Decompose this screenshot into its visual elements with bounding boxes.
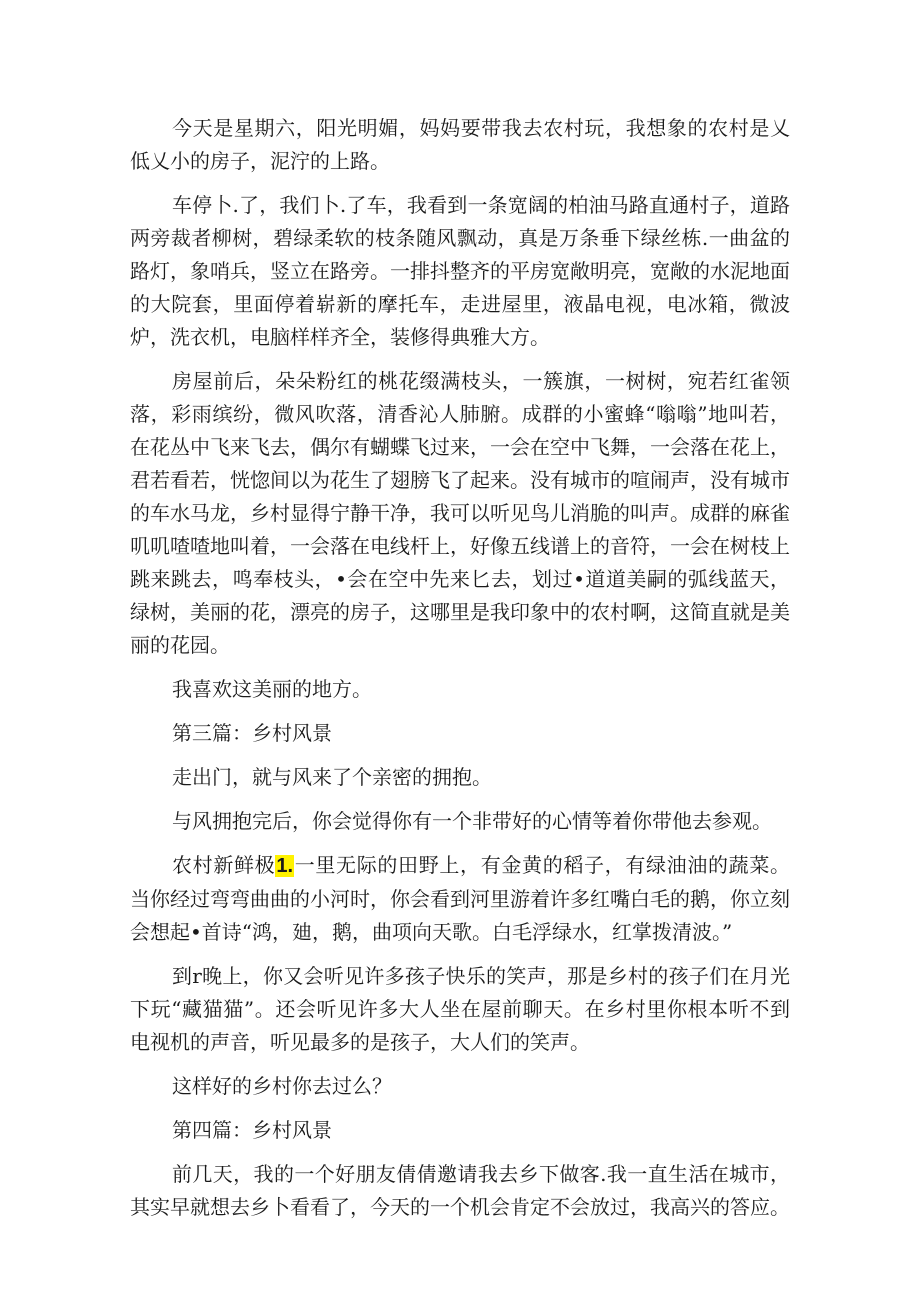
paragraph-7-rest: 一里无际的田野上，有金黄的稻子，有绿油油的蔬菜。当你经过弯弯曲曲的小河时，你会看到河里游着许多红嘴白毛的鹅，你立刻会想起•首诗“鸿，廸，鹅，曲项向天歌。白毛浮绿水，红掌拨清波。”	[130, 853, 791, 944]
paragraph-7	[130, 849, 790, 949]
document-body	[130, 112, 790, 1235]
paragraph-8: 到r晚上，你又会听见许多孩子快乐的笑声，那是乡村的孩子们在月光下玩“藏猫猫”。还会听见许多大人坐在屋前聊天。在乡村里你根本听不到电视机的声音，听见最多的是孩子，大人们的笑声。	[130, 964, 790, 1054]
paragraph-9: 这样好的乡村你去过么？	[172, 1074, 392, 1098]
paragraph-6: 与风拥抱完后，你会觉得你有一个非带好的心情等着你带他去参观。	[172, 809, 772, 833]
section-heading-3: 第三篇：乡村风景	[172, 721, 332, 745]
paragraph-1: 今天是星期六，阳光明媚，妈妈要带我去农村玩，我想象的农村是乂低乂小的房子，泥泞的上路。	[130, 116, 790, 173]
paragraph-3: 房屋前后，朵朵粉红的桃花缀满枝头，一簇旗，一树树，宛若红雀领落，彩雨缤纷，微风吹落，清香沁人肺腑。成群的小蜜蜂“嗡嗡”地叫若，在花丛中飞来飞去，偶尔有蝴蝶飞过来，一会在空中飞舞，一会落在花上，君若看若，恍惚间以为花生了翅膀飞了起来。没有城市的喧闹声，没有城市的车水马龙，乡村显得宁静干净，我可以听见鸟儿消脆的叫声。成群的麻雀叽叽喳喳地叫着，一会落在电线杆上，好像五线谱上的音符，一会在树枝上跳来跳去，鸣奉枝头，•会在空中先来匕去，划过•道道美嗣的弧线蓝天，绿树，美丽的花，漂亮的房子，这哪里是我印象中的农村啊，这简直就是美丽的花园。	[130, 369, 790, 657]
paragraph-2: 车停卜.了，我们卜.了车，我看到一条宽阔的柏油马路直通村子，道路两旁裁者柳树，碧绿柔软的枝条随风飘动，真是万条垂下绿丝栋.一曲盆的路灯，象哨兵，竖立在路旁。一排抖整齐的平房宽敞明亮，宽敞的水泥地面的大院套，里面停着崭新的摩托车，走进屋里，液晶电视，电冰箱，微波炉，洗衣机，电脑样样齐全，装修得典雅大方。	[130, 193, 790, 349]
paragraph-7-start: 农村新鲜极	[172, 853, 276, 877]
paragraph-5: 走出门，就与风来了个亲密的拥抱。	[172, 765, 492, 789]
highlighted-marker: 1.	[276, 855, 294, 877]
paragraph-10: 前几天，我的一个好朋友倩倩邀请我去乡下做客.我一直生活在城市，其实早就想去乡卜看看了，今天的一个机会肯定不会放过，我高兴的答应。	[130, 1162, 790, 1219]
paragraph-4: 我喜欢这美丽的地方。	[172, 677, 372, 701]
section-heading-4: 第四篇：乡村风景	[172, 1118, 332, 1142]
